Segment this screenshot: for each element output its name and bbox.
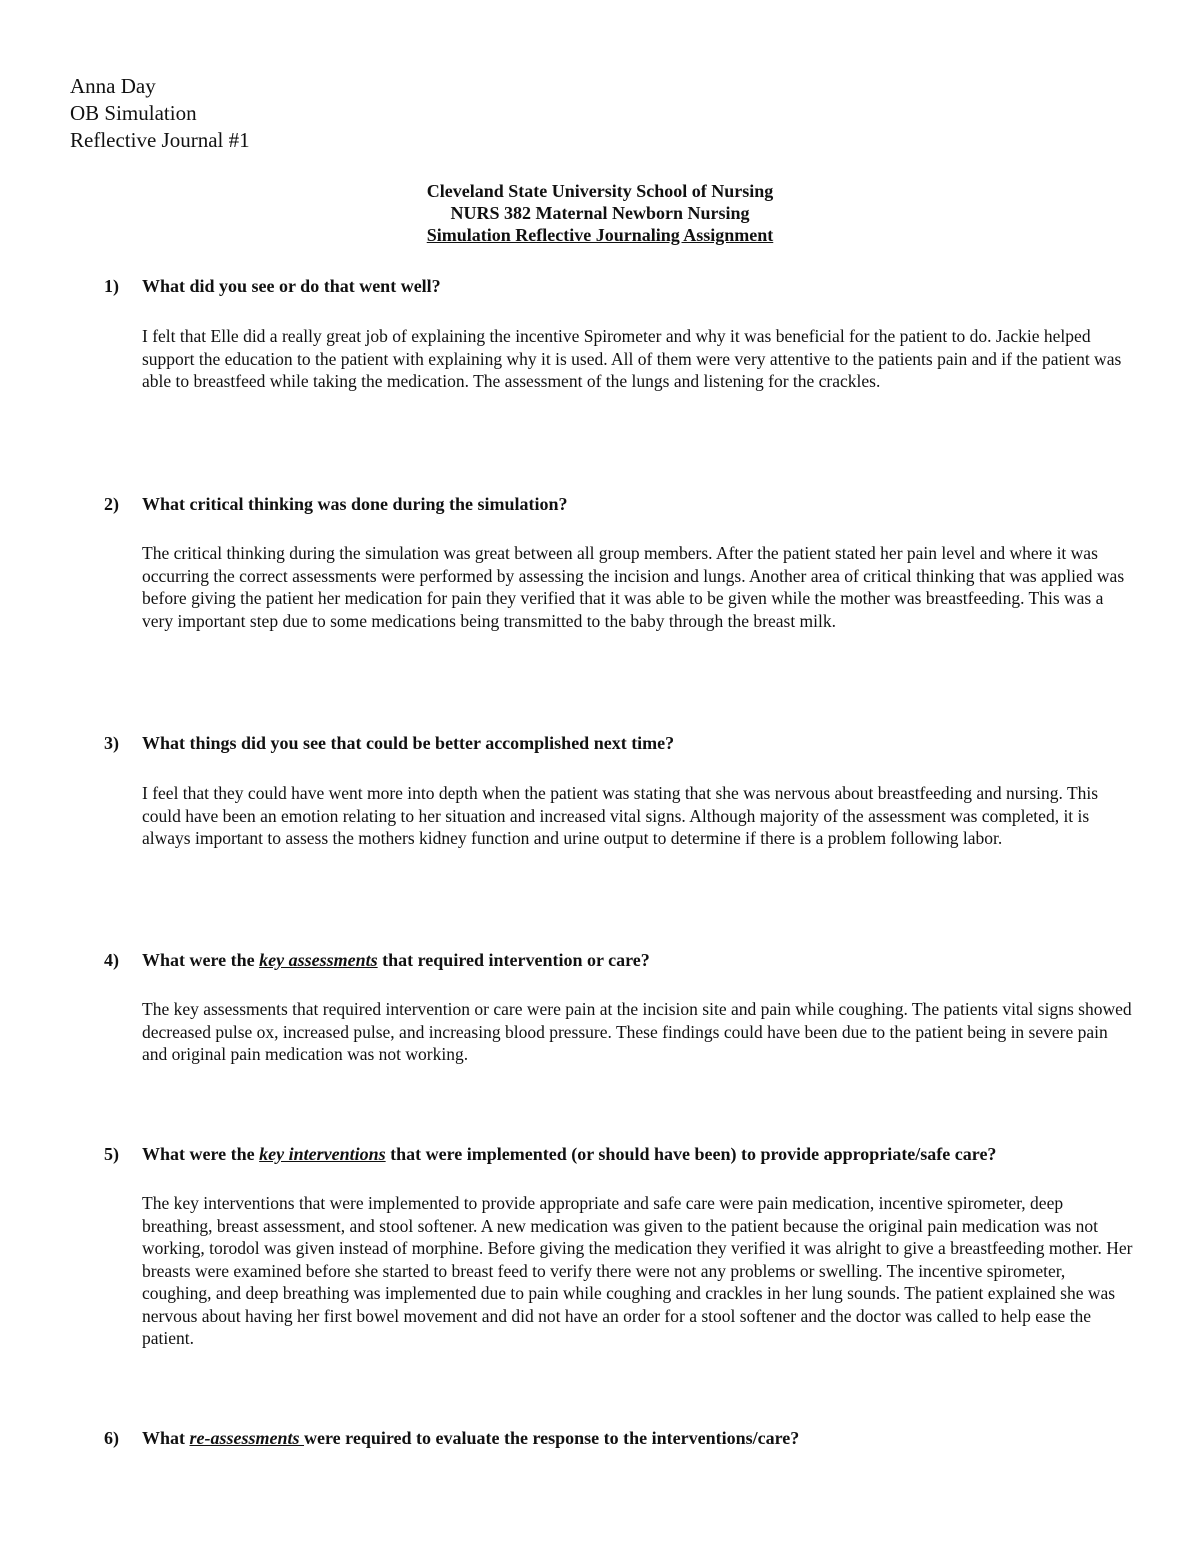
question-1 [104, 275, 1144, 297]
question-5 [104, 1143, 1144, 1165]
answer-3 [142, 782, 1137, 850]
question-number: 4) [104, 950, 119, 970]
course-name: OB Simulation [70, 101, 197, 125]
answer-text: The critical thinking during the simulation was great between all group members. After the patient stated her pain level and where it was occurring the correct assessments were performed by assessing the incision and lungs. Another area of critical thinking that was applied was before giving the patient her medication for pain they verified that it was able to be given while the mother was breastfeeding. This was a very important step due to some medications being transmitted to the baby through the breast milk. [142, 543, 1125, 631]
question-text: What things did you see that could be better accomplished next time? [142, 733, 675, 753]
answer-text: The key interventions that were implemented to provide appropriate and safe care were pain medication, incentive spirometer, deep breathing, breast assessment, and stool softener. A new medication was given to the patient because the original pain medication was not working, torodol was given instead of morphine. Before giving the medication they verified it was alright to give a breastfeeding mother. Her breasts were examined before she started to breast feed to verify there were not any problems or swelling. The incentive spirometer, coughing, and deep breathing was implemented due to pain while coughing and crackles in her lung sounds. The patient explained she was nervous about having her first bowel movement and did not have an order for a stool softener and the doctor was called to help ease the patient. [142, 1193, 1133, 1348]
assignment-title [0, 180, 1200, 246]
question-number: 3) [104, 733, 119, 753]
question-text-pre: What [142, 1428, 190, 1448]
question-number: 6) [104, 1428, 119, 1448]
answer-5 [142, 1192, 1137, 1350]
answer-2 [142, 542, 1137, 632]
school-name: Cleveland State University School of Nursing [426, 181, 774, 201]
question-4 [104, 949, 1144, 971]
answer-text: The key assessments that required intervention or care were pain at the incision site and pain while coughing. The patients vital signs showed decreased pulse ox, increased pulse, and increasing blood pressure. These findings could have been due to the patient being in severe pain and original pain medication was not working. [142, 999, 1132, 1064]
question-text-post: were required to evaluate the response to the interventions/care? [304, 1428, 800, 1448]
question-number: 1) [104, 276, 119, 296]
student-header [70, 73, 250, 154]
assignment-name: Simulation Reflective Journaling Assignment [426, 225, 774, 245]
answer-1 [142, 325, 1137, 393]
question-text-post: that were implemented (or should have been) to provide appropriate/safe care? [385, 1144, 997, 1164]
question-emphasis: re-assessments [189, 1428, 305, 1448]
course-title: NURS 382 Maternal Newborn Nursing [450, 203, 750, 223]
question-emphasis: key interventions [259, 1144, 386, 1164]
question-text-pre: What were the [142, 1144, 260, 1164]
answer-4 [142, 998, 1137, 1066]
question-6 [104, 1427, 1144, 1449]
question-text: What critical thinking was done during the simulation? [142, 494, 568, 514]
journal-title: Reflective Journal #1 [70, 128, 250, 152]
answer-text: I feel that they could have went more into depth when the patient was stating that she was nervous about breastfeeding and nursing. This could have been an emotion relating to her situation and increased vital signs. Although majority of the assessment was completed, it is always important to assess the mothers kidney function and urine output to determine if there is a problem following labor. [142, 783, 1099, 848]
question-3 [104, 732, 1144, 754]
question-text-post: that required intervention or care? [377, 950, 650, 970]
question-text-pre: What were the [142, 950, 260, 970]
question-emphasis: key assessments [259, 950, 378, 970]
question-2 [104, 493, 1144, 515]
student-name: Anna Day [70, 74, 156, 98]
answer-text: I felt that Elle did a really great job of explaining the incentive Spirometer and why it was beneficial for the patient to do. Jackie helped support the education to the patient with explaining why it is used. All of them were very attentive to the patients pain and if the patient was able to breastfeed while taking the medication. The assessment of the lungs and listening for the crackles. [142, 326, 1122, 391]
question-number: 2) [104, 494, 119, 514]
question-text: What did you see or do that went well? [142, 276, 441, 296]
question-number: 5) [104, 1144, 119, 1164]
